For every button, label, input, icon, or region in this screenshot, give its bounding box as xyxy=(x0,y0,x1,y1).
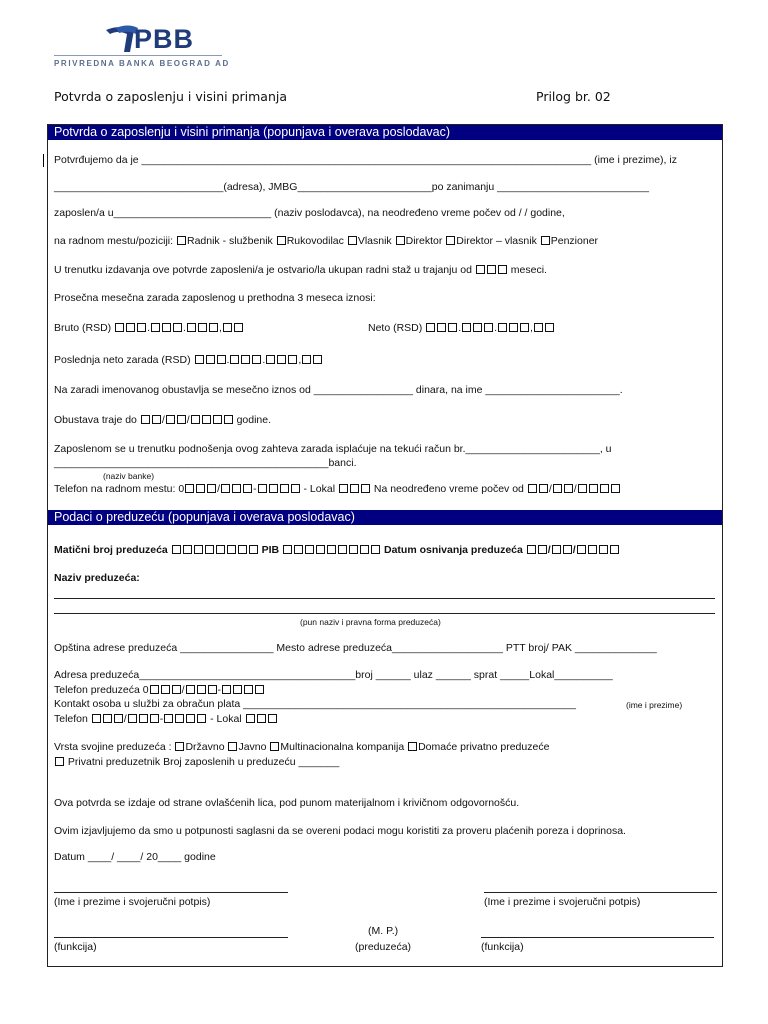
months-label: meseci. xyxy=(510,264,547,276)
digit-box[interactable] xyxy=(207,484,216,493)
signature-left-label: (Ime i prezime i svojeručni potpis) xyxy=(54,896,211,908)
digit-box[interactable] xyxy=(183,545,192,554)
bank-name-hint: (naziv banke) xyxy=(103,471,155,481)
experience-digit-box[interactable] xyxy=(487,265,496,274)
digit-box[interactable] xyxy=(473,323,482,332)
digit-box[interactable] xyxy=(175,714,184,723)
bruto-row: Bruto (RSD) . . , xyxy=(54,322,244,334)
digit-box[interactable] xyxy=(448,323,457,332)
section2-title-bar: Podaci o preduzeću (popunjava i overava poslodavac) xyxy=(48,510,722,525)
digit-box[interactable] xyxy=(141,415,150,424)
digit-box[interactable] xyxy=(186,685,195,694)
digit-box[interactable] xyxy=(161,685,170,694)
digit-box[interactable] xyxy=(520,323,529,332)
section1-title-bar: Potvrda o zaposlenju i visini primanja (popunjava i overava poslodavac) xyxy=(48,125,722,140)
digit-box[interactable] xyxy=(194,545,203,554)
digit-box[interactable] xyxy=(338,545,347,554)
address-jmbg-line[interactable]: _____________________________(adresa), JMBG_______________________po zanimanju __________________________ xyxy=(54,181,649,193)
position-checkbox-director[interactable] xyxy=(396,236,405,245)
text-cursor xyxy=(43,154,44,167)
ownership-checkbox-multinational[interactable] xyxy=(270,742,279,751)
position-owner-label: Vlasnik xyxy=(357,235,392,247)
digit-box[interactable] xyxy=(173,323,182,332)
digit-box[interactable] xyxy=(213,415,222,424)
experience-digit-box[interactable] xyxy=(498,265,507,274)
digit-box[interactable] xyxy=(241,355,250,364)
stamp-sub-label: (preduzeća) xyxy=(355,941,412,953)
digit-box[interactable] xyxy=(255,685,264,694)
digit-box[interactable] xyxy=(277,355,286,364)
ownership-checkbox-state[interactable] xyxy=(175,742,184,751)
digit-box[interactable] xyxy=(534,323,543,332)
digit-box[interactable] xyxy=(139,714,148,723)
ownership-row xyxy=(54,741,549,753)
position-manager-label: Rukovodilac xyxy=(286,235,344,247)
digit-box[interactable] xyxy=(426,323,435,332)
last-neto-row: Poslednja neto zarada (RSD) . . , xyxy=(54,354,323,366)
digit-box[interactable] xyxy=(197,714,206,723)
digit-box[interactable] xyxy=(280,484,289,493)
digit-box[interactable] xyxy=(208,685,217,694)
digit-box[interactable] xyxy=(294,545,303,554)
work-experience-label: U trenutku izdavanja ove potvrde zaposleni/a je ostvario/la ukupan radni staž u trajanju od xyxy=(54,264,472,276)
position-label: na radnom mestu/poziciji: xyxy=(54,235,174,247)
digit-box[interactable] xyxy=(350,484,359,493)
last-neto-label: Poslednja neto zarada (RSD) xyxy=(54,354,191,366)
digit-box[interactable] xyxy=(527,545,536,554)
digit-box[interactable] xyxy=(484,323,493,332)
digit-box[interactable] xyxy=(232,484,241,493)
digit-box[interactable] xyxy=(291,484,300,493)
position-checkbox-worker[interactable] xyxy=(177,236,186,245)
digit-box[interactable] xyxy=(371,545,380,554)
digit-box[interactable] xyxy=(224,415,233,424)
ownership-entrepreneur-label: Privatni preduzetnik xyxy=(67,756,161,768)
date-line[interactable]: Datum ____/ ____/ 20____ godine xyxy=(54,851,216,863)
ownership-multinational-label: Multinacionalna kompanija xyxy=(280,741,405,753)
digit-box[interactable] xyxy=(177,415,186,424)
neto-label: Neto (RSD) xyxy=(368,322,423,334)
digit-box[interactable] xyxy=(172,685,181,694)
digit-box[interactable] xyxy=(252,355,261,364)
digit-box[interactable] xyxy=(564,484,573,493)
digit-box[interactable] xyxy=(206,355,215,364)
contact-person-line[interactable]: Kontakt osoba u službi za obračun plata _________________________________________________________ xyxy=(54,698,576,710)
digit-box[interactable] xyxy=(361,484,370,493)
function-right-field[interactable] xyxy=(481,937,714,938)
ownership-label: Vrsta svojine preduzeća : xyxy=(54,741,172,753)
signature-right-label: (Ime i prezime i svojeručni potpis) xyxy=(484,896,641,908)
logo-divider xyxy=(54,55,222,56)
digit-box[interactable] xyxy=(162,323,171,332)
work-phone-ext-label: - Lokal xyxy=(303,483,336,495)
digit-box[interactable] xyxy=(115,323,124,332)
digit-box[interactable] xyxy=(137,323,146,332)
employer-line[interactable]: zaposlen/a u___________________________ (naziv poslodavca), na neodređeno vreme počev od / / godine, xyxy=(54,207,565,219)
company-name-field-1[interactable] xyxy=(54,598,715,599)
contact-phone-row: Telefon / - - Lokal xyxy=(54,713,278,725)
bruto-label: Bruto (RSD) xyxy=(54,322,112,334)
attachment-number: Prilog br. 02 xyxy=(536,89,611,104)
digit-box[interactable] xyxy=(316,545,325,554)
document-title: Potvrda o zaposlenju i visini primanja xyxy=(54,89,288,104)
company-address-line[interactable]: Adresa preduzeća_____________________________________broj ______ ulaz ______ sprat _____Lokal__________ xyxy=(54,669,613,681)
position-checkbox-pensioner[interactable] xyxy=(541,236,550,245)
digit-box[interactable] xyxy=(244,685,253,694)
digit-box[interactable] xyxy=(216,545,225,554)
consent-statement: Ovim izjavljujemo da smo u potpunosti saglasni da se overeni podaci mogu koristiti za proveru plaćenih poreza i doprinosa. xyxy=(54,825,626,837)
digit-box[interactable] xyxy=(198,323,207,332)
digit-box[interactable] xyxy=(166,415,175,424)
municipality-line[interactable]: Opština adrese preduzeća ________________ Mesto adrese preduzeća___________________ PTT broj/ PAK ______________ xyxy=(54,642,657,654)
indefinite-since-label: Na neodređeno vreme počev od xyxy=(373,483,524,495)
position-row xyxy=(54,235,598,247)
digit-box[interactable] xyxy=(205,545,214,554)
digit-box[interactable] xyxy=(258,484,267,493)
digit-box[interactable] xyxy=(230,355,239,364)
employee-count-line[interactable]: Broj zaposlenih u preduzeću _______ xyxy=(163,756,340,768)
function-left-label: (funkcija) xyxy=(54,941,97,953)
digit-box[interactable] xyxy=(588,545,597,554)
digit-box[interactable] xyxy=(185,484,194,493)
digit-box[interactable] xyxy=(196,484,205,493)
digit-box[interactable] xyxy=(243,484,252,493)
function-left-field[interactable] xyxy=(54,937,288,938)
digit-box[interactable] xyxy=(186,714,195,723)
digit-box[interactable] xyxy=(349,545,358,554)
logo-subtitle: PRIVREDNA BANKA BEOGRAD AD xyxy=(54,59,230,68)
digit-box[interactable] xyxy=(234,323,243,332)
digit-box[interactable] xyxy=(114,714,123,723)
digit-box[interactable] xyxy=(152,415,161,424)
digit-box[interactable] xyxy=(611,484,620,493)
digit-box[interactable] xyxy=(103,714,112,723)
digit-box[interactable] xyxy=(223,323,232,332)
digit-box[interactable] xyxy=(249,545,258,554)
digit-box[interactable] xyxy=(195,355,204,364)
company-phone-label: Telefon preduzeća 0 xyxy=(54,684,149,696)
ownership-domestic-label: Domaće privatno preduzeće xyxy=(418,741,550,753)
digit-box[interactable] xyxy=(164,714,173,723)
work-phone-row: Telefon na radnom mestu: 0 / - - Lokal Na neodređeno vreme počev od / / xyxy=(54,483,621,495)
digit-box[interactable] xyxy=(238,545,247,554)
company-ids-row: Matični broj preduzeća PIB Datum osnivanja preduzeća / / xyxy=(54,544,620,556)
digit-box[interactable] xyxy=(360,545,369,554)
digit-box[interactable] xyxy=(202,415,211,424)
digit-box[interactable] xyxy=(266,355,275,364)
stamp-label: (M. P.) xyxy=(368,925,399,937)
digit-box[interactable] xyxy=(498,323,507,332)
neto-row: Neto (RSD) . . , xyxy=(368,322,555,334)
digit-box[interactable] xyxy=(172,545,181,554)
digit-box[interactable] xyxy=(187,323,196,332)
digit-box[interactable] xyxy=(269,484,278,493)
digit-box[interactable] xyxy=(150,714,159,723)
founding-date-label: Datum osnivanja preduzeća xyxy=(383,544,523,556)
ownership-checkbox-entrepreneur[interactable] xyxy=(55,757,64,766)
digit-box[interactable] xyxy=(339,484,348,493)
digit-box[interactable] xyxy=(539,484,548,493)
company-phone-row: Telefon preduzeća 0 / - xyxy=(54,684,265,696)
digit-box[interactable] xyxy=(150,685,159,694)
position-worker-label: Radnik - službenik xyxy=(186,235,273,247)
registration-number-label: Matični broj preduzeća xyxy=(54,544,168,556)
digit-box[interactable] xyxy=(577,545,586,554)
position-director-owner-label: Direktor – vlasnik xyxy=(456,235,537,247)
digit-box[interactable] xyxy=(552,545,561,554)
ownership-checkbox-domestic[interactable] xyxy=(408,742,417,751)
digit-box[interactable] xyxy=(545,323,554,332)
function-right-label: (funkcija) xyxy=(481,941,524,953)
digit-box[interactable] xyxy=(151,323,160,332)
digit-box[interactable] xyxy=(268,714,277,723)
digit-box[interactable] xyxy=(222,685,231,694)
average-salary-label: Prosečna mesečna zarada zaposlenog u prethodna 3 meseca iznosi: xyxy=(54,292,376,304)
digit-box[interactable] xyxy=(599,545,608,554)
digit-box[interactable] xyxy=(257,714,266,723)
contact-phone-ext-label: - Lokal xyxy=(210,713,242,725)
digit-box[interactable] xyxy=(610,545,619,554)
ownership-row-2 xyxy=(54,756,339,768)
position-pensioner-label: Penzioner xyxy=(550,235,599,247)
ownership-state-label: Državno xyxy=(185,741,225,753)
digit-box[interactable] xyxy=(246,714,255,723)
bank-line[interactable]: _______________________________________________banci. xyxy=(54,457,357,469)
digit-box[interactable] xyxy=(302,355,311,364)
ownership-public-label: Javno xyxy=(238,741,267,753)
signature-left-field[interactable] xyxy=(54,892,288,893)
digit-box[interactable] xyxy=(509,323,518,332)
digit-box[interactable] xyxy=(462,323,471,332)
digit-box[interactable] xyxy=(528,484,537,493)
digit-box[interactable] xyxy=(217,355,226,364)
digit-box[interactable] xyxy=(197,685,206,694)
position-checkbox-manager[interactable] xyxy=(277,236,286,245)
digit-box[interactable] xyxy=(313,355,322,364)
contact-name-hint: (ime i prezime) xyxy=(626,700,683,710)
work-phone-label: Telefon na radnom mestu: 0 xyxy=(54,483,185,495)
contact-phone-label: Telefon xyxy=(54,713,88,725)
digit-box[interactable] xyxy=(538,545,547,554)
position-checkbox-owner[interactable] xyxy=(348,236,357,245)
company-name-field-2[interactable] xyxy=(54,613,715,614)
account-line[interactable]: Zaposlenom se u trenutku podnošenja ovog zahteva zarada isplaćuje na tekući račun br._______________________, u xyxy=(54,443,612,455)
ownership-checkbox-public[interactable] xyxy=(228,742,237,751)
employee-name-line[interactable]: Potvrđujemo da je _____________________________________________________________________________ (ime i prezime), iz xyxy=(54,154,677,166)
digit-box[interactable] xyxy=(553,484,562,493)
digit-box[interactable] xyxy=(92,714,101,723)
digit-box[interactable] xyxy=(589,484,598,493)
digit-box[interactable] xyxy=(600,484,609,493)
digit-box[interactable] xyxy=(563,545,572,554)
digit-box[interactable] xyxy=(288,355,297,364)
company-name-label: Naziv preduzeća: xyxy=(54,572,140,584)
signature-right-field[interactable] xyxy=(484,892,717,893)
digit-box[interactable] xyxy=(221,484,230,493)
experience-digit-box[interactable] xyxy=(476,265,485,274)
digit-box[interactable] xyxy=(209,323,218,332)
company-name-hint: (pun naziv i pravna forma preduzeća) xyxy=(300,617,441,627)
position-checkbox-director-owner[interactable] xyxy=(446,236,455,245)
digit-box[interactable] xyxy=(128,714,137,723)
deduction-year-label: godine. xyxy=(236,414,272,426)
deduction-duration-row: Obustava traje do / / godine. xyxy=(54,414,272,426)
work-experience-row xyxy=(54,264,547,276)
deduction-line[interactable]: Na zaradi imenovanog obustavlja se mesečno iznos od _________________ dinara, na ime _______________________. xyxy=(54,384,623,396)
digit-box[interactable] xyxy=(327,545,336,554)
digit-box[interactable] xyxy=(578,484,587,493)
digit-box[interactable] xyxy=(227,545,236,554)
liability-statement: Ova potvrda se izdaje od strane ovlašćenih lica, pod punom materijalnom i krivičnom odgovornošću. xyxy=(54,797,520,809)
digit-box[interactable] xyxy=(126,323,135,332)
logo-brand: PBB xyxy=(134,24,195,54)
deduction-duration-label: Obustava traje do xyxy=(54,414,137,426)
pib-label: PIB xyxy=(261,544,280,556)
digit-box[interactable] xyxy=(233,685,242,694)
digit-box[interactable] xyxy=(437,323,446,332)
position-director-label: Direktor xyxy=(405,235,443,247)
digit-box[interactable] xyxy=(305,545,314,554)
digit-box[interactable] xyxy=(283,545,292,554)
digit-box[interactable] xyxy=(191,415,200,424)
